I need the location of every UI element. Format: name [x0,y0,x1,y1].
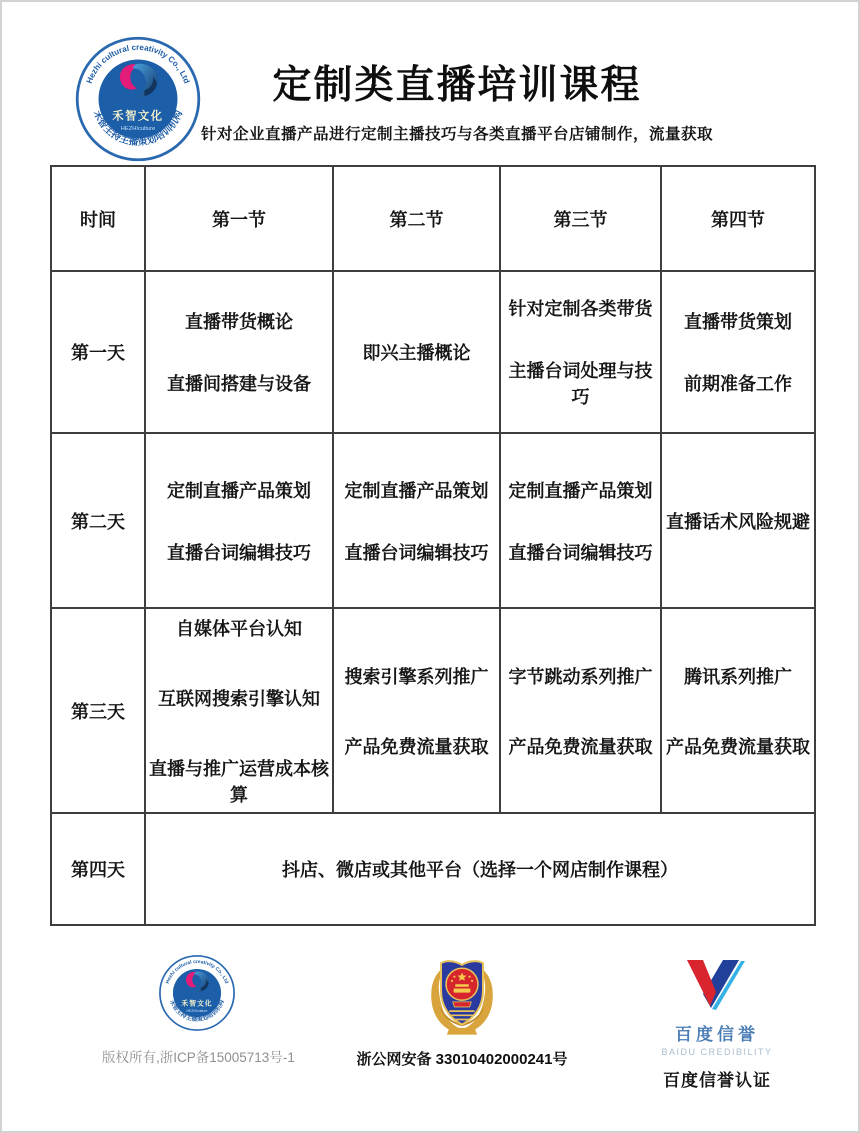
row-label-day2: 第二天 [51,433,145,608]
course-item: 字节跳动系列推广 [508,666,653,687]
column-header-time: 时间 [51,166,145,271]
cell-day1-lesson3 [500,271,661,433]
baidu-credibility-subtitle: BAIDU CREDIBILITY [661,1047,773,1057]
baidu-credibility-logo [683,960,751,1010]
course-item: 搜索引擎系列推广 [344,666,489,687]
course-item: 直播与推广运营成本核算 [149,758,329,805]
course-item: 自媒体平台认知 [176,618,302,639]
table-header-row [51,166,815,271]
course-item: 腾讯系列推广 [684,666,792,687]
course-item: 直播带货策划 [684,312,792,332]
footer-baidu-block [617,960,817,1091]
column-header-lesson2: 第二节 [333,166,500,271]
cell-day2-lesson3 [500,433,661,608]
row-label-day3: 第三天 [51,608,145,813]
course-item: 前期准备工作 [684,374,792,394]
course-item: 直播台词编辑技巧 [167,542,311,563]
course-item: 直播间搭建与设备 [167,374,311,394]
baidu-certification-text: 百度信誉认证 [663,1071,771,1090]
police-record-text: 浙公网安备 33010402000241号 [356,1051,568,1068]
column-header-lesson4: 第四节 [661,166,815,271]
table-row-day4 [51,813,815,925]
column-header-lesson1: 第一节 [145,166,333,271]
table-row-day2 [51,433,815,608]
page-subtitle: 针对企业直播产品进行定制主播技巧与各类直播平台店铺制作，流量获取 [200,126,713,143]
course-item: 互联网搜索引擎认知 [158,688,320,709]
icp-record-text: 版权所有,浙ICP备15005713号-1 [102,1050,295,1065]
course-item: 直播台词编辑技巧 [508,542,653,563]
cell-day1-lesson2 [333,271,500,433]
cell-day2-lesson2 [333,433,500,608]
course-item: 产品免费流量获取 [344,736,489,757]
footer-police-block [352,954,572,1069]
course-item: 直播台词编辑技巧 [344,542,489,563]
course-item: 直播带货概论 [185,312,293,332]
cell-day2-lesson1 [145,433,333,608]
course-item: 定制直播产品策划 [344,480,489,501]
cell-day4-merged [145,813,815,925]
row-label-day1: 第一天 [51,271,145,433]
course-item: 抖店、微店或其他平台（选择一个网店制作课程） [282,860,678,880]
course-item: 即兴主播概论 [362,343,471,363]
course-item: 直播话术风险规避 [666,511,810,532]
course-item: 产品免费流量获取 [508,736,653,757]
cell-day3-lesson3 [500,608,661,813]
cell-day1-lesson4 [661,271,815,433]
footer-copyright-block [102,954,295,1066]
hezhi-logo [158,954,236,1032]
cell-day2-lesson4 [661,433,815,608]
cell-day3-lesson2 [333,608,500,813]
cell-day3-lesson4 [661,608,815,813]
course-item: 定制直播产品策划 [508,480,653,501]
police-badge-icon [424,954,500,1038]
course-item: 主播台词处理与技巧 [508,361,653,407]
row-label-day4: 第四天 [51,813,145,925]
baidu-credibility-name: 百度信誉 [675,1025,759,1044]
course-item: 针对定制各类带货 [508,299,653,319]
course-item: 定制直播产品策划 [167,480,311,501]
course-schedule-table [50,165,816,926]
page-title: 定制类直播培训课程 [272,64,642,107]
table-row-day1 [51,271,815,433]
course-item: 产品免费流量获取 [666,736,810,757]
column-header-lesson3: 第三节 [500,166,661,271]
header [157,54,757,144]
cell-day3-lesson1 [145,608,333,813]
table-row-day3 [51,608,815,813]
cell-day1-lesson1 [145,271,333,433]
